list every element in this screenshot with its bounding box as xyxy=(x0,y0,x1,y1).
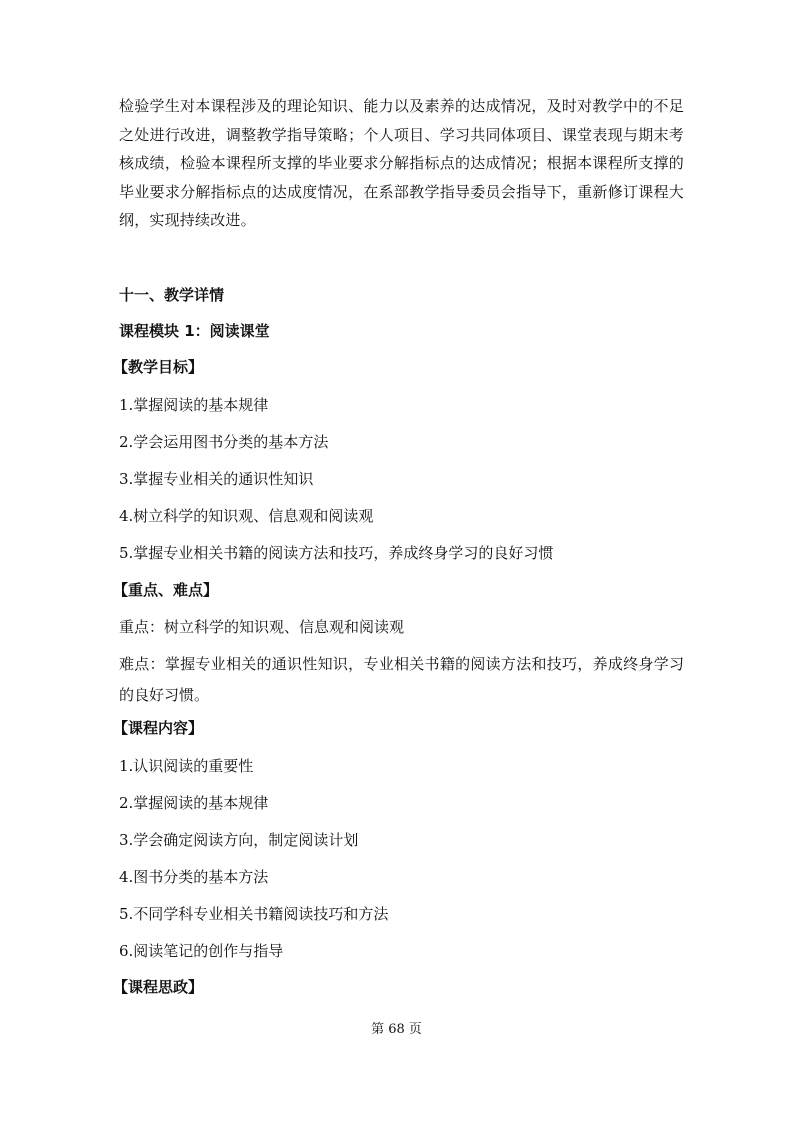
difficulty-text: 难点：掌握专业相关的通识性知识，专业相关书籍的阅读方法和技巧，养成终身学习的良好习惯。 xyxy=(119,655,684,704)
content-item: 4.图书分类的基本方法 xyxy=(119,868,269,886)
key-points-heading: 【重点、难点】 xyxy=(113,581,219,599)
focus-text: 重点：树立科学的知识观、信息观和阅读观 xyxy=(119,618,405,636)
content-item: 6.阅读笔记的创作与指导 xyxy=(119,942,284,960)
objective-item: 2.学会运用图书分类的基本方法 xyxy=(119,433,329,451)
objective-item: 1.掌握阅读的基本规律 xyxy=(119,396,269,414)
ideology-heading: 【课程思政】 xyxy=(113,978,204,996)
objective-item: 3.掌握专业相关的通识性知识 xyxy=(119,470,314,488)
objective-item: 4.树立科学的知识观、信息观和阅读观 xyxy=(119,507,374,525)
content-item: 5.不同学科专业相关书籍阅读技巧和方法 xyxy=(119,905,389,923)
intro-paragraph: 检验学生对本课程涉及的理论知识、能力以及素养的达成情况，及时对教学中的不足之处进行改进，调整教学指导策略；个人项目、学习共同体项目、课堂表现与期末考核成绩，检验本课程所支撑的毕业要求分解指标点的达成情况；根据本课程所支撑的毕业要求分解指标点的达成度情况，在系部教学指导委员会指导下，重新修订课程大纲，实现持续改进。 xyxy=(119,97,684,229)
content-item: 3.学会确定阅读方向，制定阅读计划 xyxy=(119,831,359,849)
content-item: 2.掌握阅读的基本规律 xyxy=(119,794,269,812)
objective-item: 5.掌握专业相关书籍的阅读方法和技巧，养成终身学习的良好习惯 xyxy=(119,544,554,562)
module-heading: 课程模块 1：阅读课堂 xyxy=(119,322,270,340)
content-item: 1.认识阅读的重要性 xyxy=(119,757,254,775)
objectives-heading: 【教学目标】 xyxy=(113,358,204,376)
page-number: 第 68 页 xyxy=(371,1022,422,1037)
section-heading: 十一、教学详情 xyxy=(119,286,225,304)
content-heading: 【课程内容】 xyxy=(113,719,204,737)
